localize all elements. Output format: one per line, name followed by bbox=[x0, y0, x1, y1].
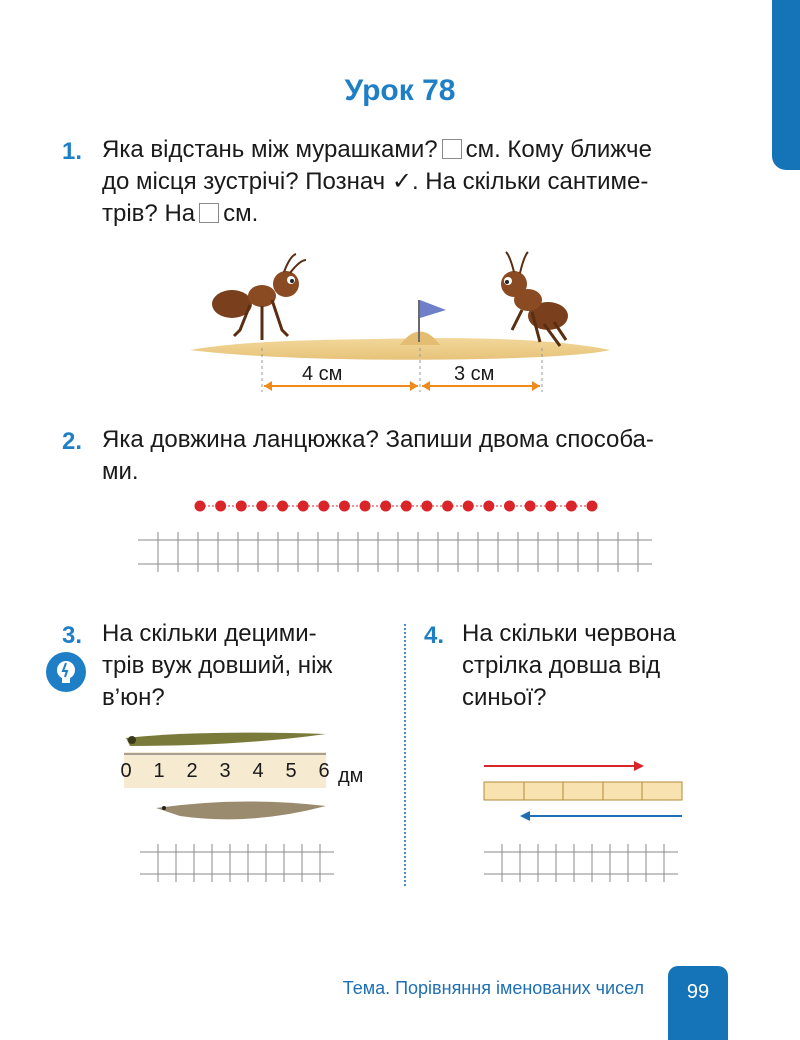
task2-line1: Яка довжина ланцюжка? Запиши двома способа- bbox=[102, 426, 654, 453]
task2-line2: ми. bbox=[102, 458, 139, 485]
task3-number: 3. bbox=[62, 622, 83, 649]
task4-number: 4. bbox=[424, 622, 445, 649]
ruler-tick-label: 4 bbox=[252, 760, 264, 782]
page-number: 99 bbox=[668, 966, 728, 1040]
left-distance-label: 4 см bbox=[302, 363, 343, 385]
footer-topic: Тема. Порівняння іменованих чисел bbox=[342, 978, 644, 998]
ruler-unit: дм bbox=[338, 765, 364, 787]
task4-line3: синьої? bbox=[462, 684, 547, 711]
task1-line1-a: Яка відстань між мурашками? bbox=[102, 136, 438, 163]
page-title: Урок 78 bbox=[344, 74, 456, 107]
task1-line2: до місця зустрічі? Познач ✓. На скільки сантиме- bbox=[102, 168, 649, 195]
ruler-tick-label: 6 bbox=[318, 760, 330, 782]
ruler-tick-label: 3 bbox=[219, 760, 231, 782]
task3-line3: в’юн? bbox=[102, 684, 165, 711]
task1-line1-b: см. Кому ближче bbox=[465, 136, 652, 163]
task3-line2: трів вуж довший, ніж bbox=[102, 652, 333, 679]
ruler-tick-label: 5 bbox=[285, 760, 297, 782]
unit-strip bbox=[484, 782, 682, 800]
right-distance-label: 3 см bbox=[454, 363, 495, 385]
task4-line1: На скільки червона bbox=[462, 620, 676, 647]
task1-number: 1. bbox=[62, 138, 83, 165]
task1-line3-b: см. bbox=[223, 200, 259, 227]
task2-number: 2. bbox=[62, 428, 83, 455]
ruler-tick-label: 2 bbox=[186, 760, 198, 782]
task1-line3-a: трів? На bbox=[102, 200, 196, 227]
ruler-tick-label: 0 bbox=[120, 760, 132, 782]
task3-line1: На скільки децими- bbox=[102, 620, 317, 647]
task4-line2: стрілка довша від bbox=[462, 652, 661, 679]
ruler-tick-label: 1 bbox=[153, 760, 165, 782]
